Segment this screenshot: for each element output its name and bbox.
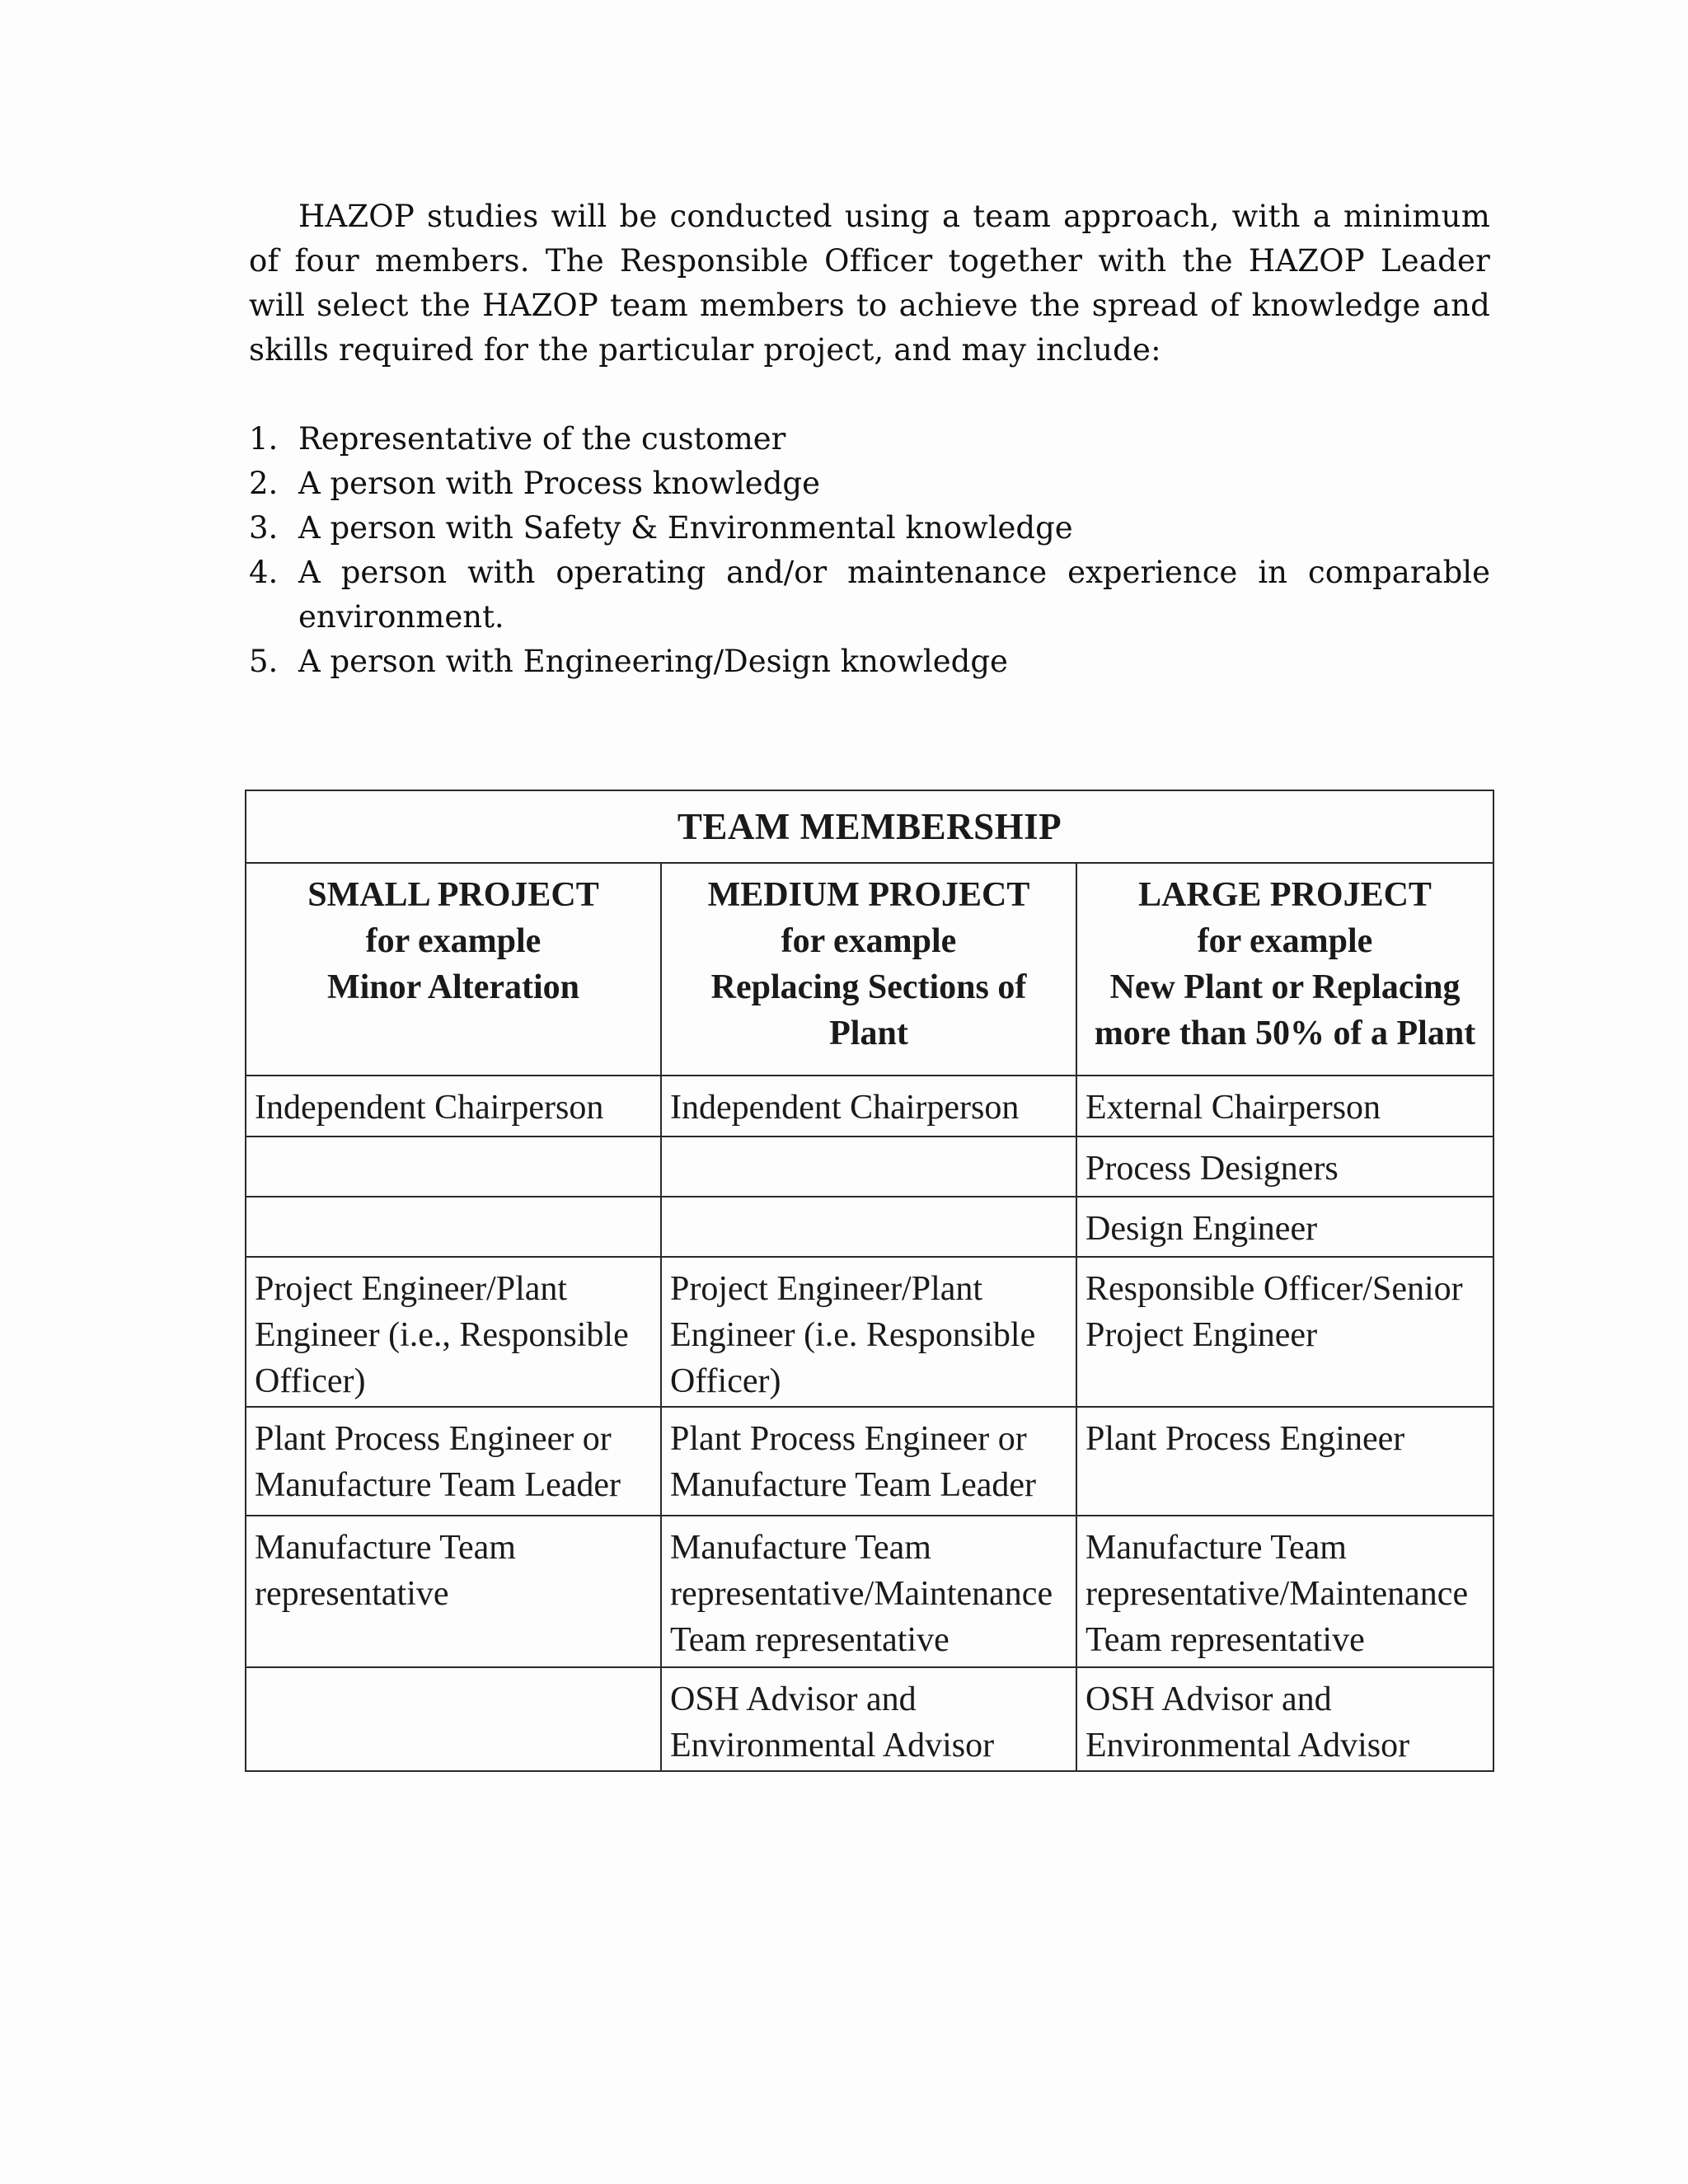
list-item	[249, 417, 1490, 462]
cell-line: Team representative	[670, 1621, 950, 1659]
table-cell	[1076, 1667, 1493, 1771]
cell-line: Plant Process Engineer	[1085, 1420, 1405, 1458]
list-item	[249, 506, 1490, 551]
list-text: A person with Engineering/Design knowledge	[298, 644, 1008, 679]
list-item	[249, 551, 1490, 640]
cell-line: OSH Advisor and	[670, 1680, 917, 1718]
list-number: 2.	[249, 466, 279, 501]
list-item	[249, 462, 1490, 506]
table-cell	[661, 1076, 1076, 1137]
cell-line: Project Engineer/Plant	[255, 1270, 568, 1308]
list-number: 4.	[249, 555, 279, 590]
cell-line: External Chairperson	[1085, 1089, 1381, 1127]
cell-line: Officer)	[670, 1362, 781, 1400]
table-title: TEAM MEMBERSHIP	[246, 790, 1493, 863]
column-header-line: MEDIUM PROJECT	[707, 876, 1030, 914]
column-header-line: for example	[365, 922, 542, 960]
intro-paragraph: HAZOP studies will be conducted using a team approach, with a minimum of four members. The Responsible Officer together with the HAZOP Leader will select the HAZOP team members to achieve the spread of knowledge and skills required for the particular project, and may include:	[249, 199, 1490, 368]
table-cell	[246, 1667, 661, 1771]
team-members-list	[249, 417, 1490, 684]
cell-line: Environmental Advisor	[1085, 1727, 1410, 1765]
cell-line: Team representative	[1085, 1621, 1365, 1659]
cell-line: Design Engineer	[1085, 1210, 1318, 1248]
table-cell	[246, 1197, 661, 1257]
table-row	[246, 1137, 1493, 1197]
column-header-line: Replacing Sections of Plant	[710, 968, 1027, 1052]
cell-line: Independent Chairperson	[255, 1089, 604, 1127]
column-header-line: Minor Alteration	[326, 968, 580, 1006]
cell-line: Responsible Officer/Senior	[1085, 1270, 1463, 1308]
table-cell	[1076, 1516, 1493, 1667]
column-header-line: more than 50% of a Plant	[1094, 1015, 1476, 1052]
cell-line: Manufacture Team	[1085, 1529, 1347, 1567]
cell-line: Manufacture Team Leader	[670, 1466, 1037, 1504]
cell-line: Manufacture Team	[255, 1529, 516, 1567]
list-text: A person with Process knowledge	[298, 466, 820, 501]
table-cell	[661, 1137, 1076, 1197]
list-number: 5.	[249, 644, 279, 679]
column-header-line: for example	[781, 922, 957, 960]
table-cell	[246, 1257, 661, 1407]
table-cell	[1076, 1076, 1493, 1137]
cell-line: representative/Maintenance	[670, 1575, 1053, 1613]
column-header-line: LARGE PROJECT	[1138, 876, 1432, 914]
table-cell	[1076, 1257, 1493, 1407]
cell-line: Project Engineer	[1085, 1316, 1318, 1354]
cell-line: OSH Advisor and	[1085, 1680, 1332, 1718]
table-row	[246, 1197, 1493, 1257]
table-cell	[246, 1076, 661, 1137]
table-row	[246, 1516, 1493, 1667]
table-cell	[1076, 1197, 1493, 1257]
table-row	[246, 1667, 1493, 1771]
cell-line: Process Designers	[1085, 1150, 1339, 1188]
cell-line: Officer)	[255, 1362, 366, 1400]
cell-line: Plant Process Engineer or	[255, 1420, 612, 1458]
cell-line: Plant Process Engineer or	[670, 1420, 1027, 1458]
table-cell	[1076, 1137, 1493, 1197]
list-number: 1.	[249, 421, 279, 457]
column-header-line: for example	[1197, 922, 1373, 960]
column-header-line: SMALL PROJECT	[307, 876, 599, 914]
list-item	[249, 640, 1490, 684]
list-text: Representative of the customer	[298, 421, 786, 457]
team-membership-table	[245, 790, 1494, 1772]
cell-line: Engineer (i.e., Responsible	[255, 1316, 629, 1354]
table-row	[246, 1076, 1493, 1137]
column-header-small	[246, 863, 661, 1076]
cell-line: Engineer (i.e. Responsible	[670, 1316, 1036, 1354]
table-cell	[246, 1516, 661, 1667]
table-row	[246, 1257, 1493, 1407]
table-cell	[661, 1257, 1076, 1407]
column-header-line: New Plant or Replacing	[1109, 968, 1461, 1006]
table-cell	[246, 1407, 661, 1516]
cell-line: representative	[255, 1575, 449, 1613]
list-text: A person with Safety & Environmental knowledge	[298, 510, 1073, 546]
cell-line: representative/Maintenance	[1085, 1575, 1469, 1613]
list-number: 3.	[249, 510, 279, 546]
table-cell	[661, 1516, 1076, 1667]
cell-line: Manufacture Team	[670, 1529, 931, 1567]
cell-line: Manufacture Team Leader	[255, 1466, 621, 1504]
cell-line: Independent Chairperson	[670, 1089, 1020, 1127]
table-cell	[1076, 1407, 1493, 1516]
table-cell	[661, 1197, 1076, 1257]
list-text: A person with operating and/or maintenance experience in comparable	[298, 555, 1490, 590]
column-header-medium	[661, 863, 1076, 1076]
list-text-continuation: environment.	[298, 599, 504, 635]
cell-line: Environmental Advisor	[670, 1727, 995, 1765]
table-cell	[246, 1137, 661, 1197]
table-cell	[661, 1667, 1076, 1771]
column-header-large	[1076, 863, 1493, 1076]
cell-line: Project Engineer/Plant	[670, 1270, 983, 1308]
table-cell	[661, 1407, 1076, 1516]
table-row	[246, 1407, 1493, 1516]
